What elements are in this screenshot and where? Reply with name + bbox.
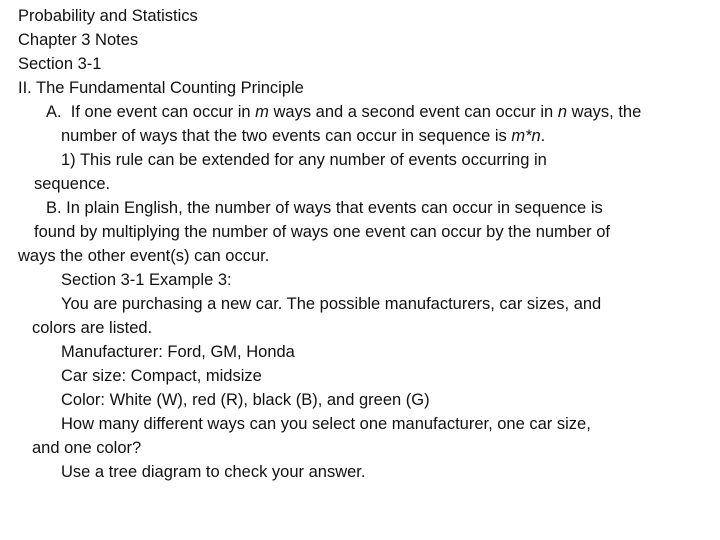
car-size-list: Car size: Compact, midsize — [61, 367, 262, 385]
product-m-n: m*n — [511, 127, 541, 145]
example-line-2: colors are listed. — [32, 319, 153, 337]
rule-b-line-3: ways the other event(s) can occur. — [18, 247, 270, 265]
question-line-1: How many different ways can you select one manufacturer, one car size, — [61, 415, 591, 433]
variable-m: m — [255, 103, 269, 121]
rule-a-text-2: ways and a second event can occur in — [268, 103, 558, 121]
rule-b-line-2: found by multiplying the number of ways one event can occur by the number of — [34, 223, 610, 241]
chapter-label: Chapter 3 Notes — [18, 31, 139, 49]
rule-a-line-2-text: number of ways that the two events can occur in sequence is — [61, 127, 512, 145]
section-label: Section 3-1 — [18, 55, 102, 73]
variable-n: n — [557, 103, 567, 121]
rule-a-line-2 — [18, 124, 708, 148]
rule-a-label: A. — [46, 103, 62, 121]
rule-1-line-1: 1) This rule can be extended for any number of events occurring in — [61, 151, 547, 169]
rule-1-line-2: sequence. — [34, 175, 111, 193]
color-list: Color: White (W), red (R), black (B), and green (G) — [61, 391, 430, 409]
notes-document — [18, 4, 708, 484]
principle-heading: II. The Fundamental Counting Principle — [18, 79, 304, 97]
manufacturer-list: Manufacturer: Ford, GM, Honda — [61, 343, 295, 361]
example-line-1: You are purchasing a new car. The possible manufacturers, car sizes, and — [61, 295, 602, 313]
example-heading: Section 3-1 Example 3: — [61, 271, 232, 289]
rule-a-line-1 — [18, 100, 708, 124]
rule-a-period: . — [540, 127, 546, 145]
document-title: Probability and Statistics — [18, 7, 198, 25]
question-line-3: Use a tree diagram to check your answer. — [61, 463, 366, 481]
rule-a-text-1: If one event can occur in — [70, 103, 256, 121]
question-line-2: and one color? — [32, 439, 142, 457]
rule-a-text-3: ways, the — [567, 103, 642, 121]
rule-b-line-1: B. In plain English, the number of ways that events can occur in sequence is — [46, 199, 603, 217]
